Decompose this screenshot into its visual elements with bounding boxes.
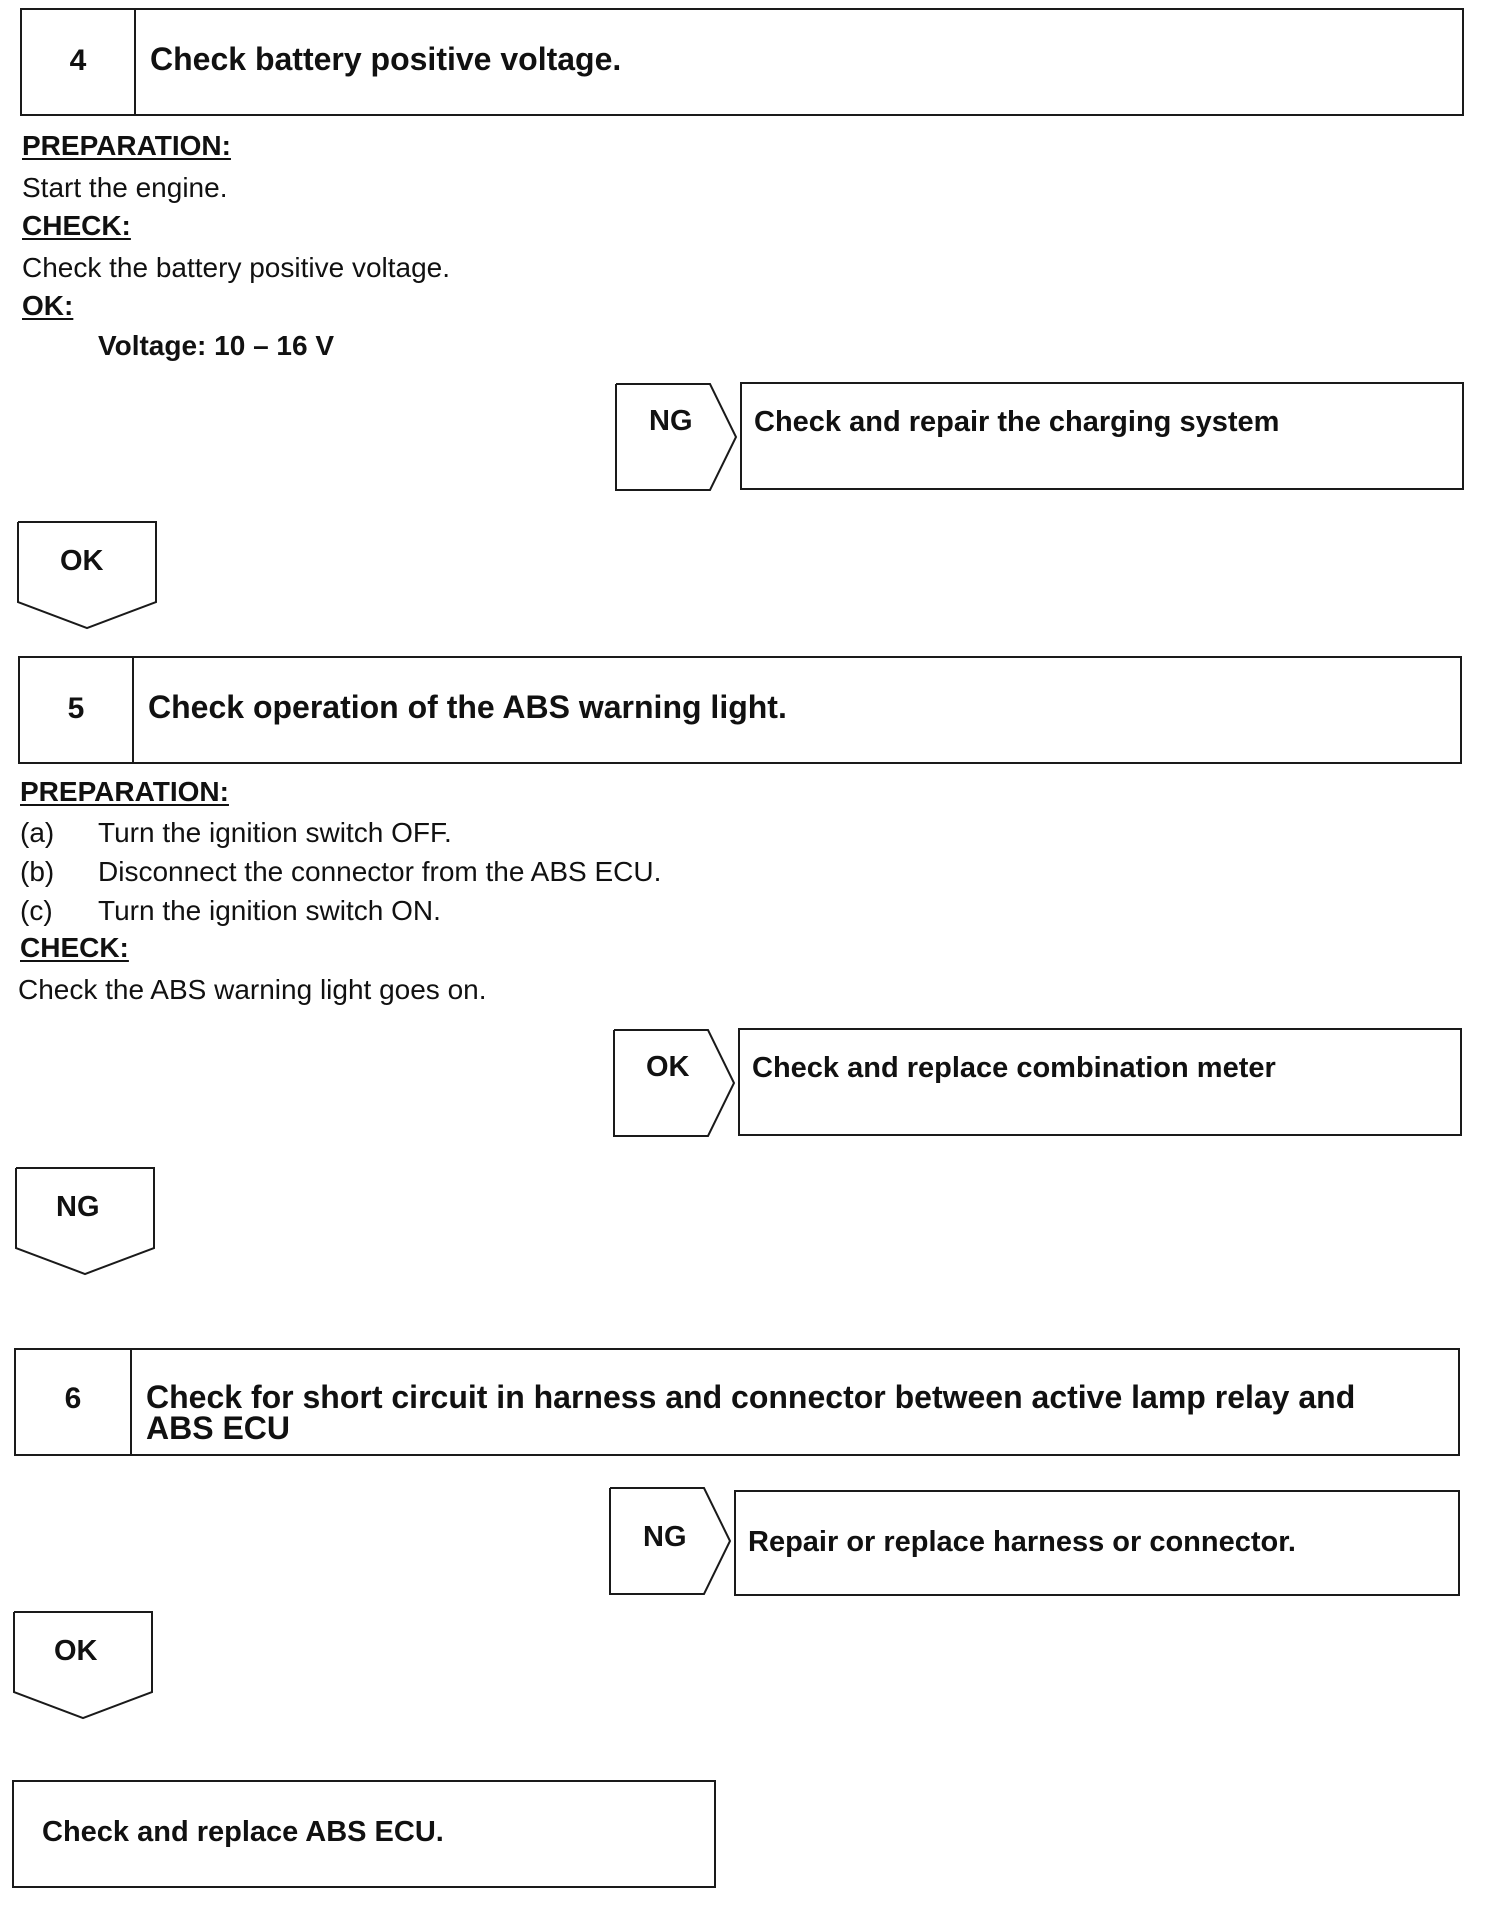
- step-5-header: [18, 656, 1462, 764]
- step-4-ng-label: NG: [649, 405, 693, 437]
- step-5-prep-a-text: Turn the ignition switch OFF.: [98, 817, 452, 848]
- step-4-preparation-label: PREPARATION:: [22, 130, 231, 161]
- step-6-ok-down-arrow: [12, 1610, 154, 1720]
- step-5-ng-down-arrow: [14, 1166, 156, 1276]
- step-6-title-line1: Check for short circuit in harness and connector between active lamp relay and: [146, 1379, 1356, 1415]
- step-5-ng-label: NG: [56, 1191, 100, 1223]
- step-5-ok-label: OK: [646, 1051, 690, 1083]
- step-6-header: [14, 1348, 1460, 1456]
- step-6-ng-label: NG: [643, 1521, 687, 1553]
- step-4-ng-arrow: [614, 382, 738, 492]
- step-5-prep-b-text: Disconnect the connector from the ABS ECU.: [98, 856, 662, 887]
- step-6-ng-arrow: [608, 1486, 732, 1596]
- step-6-number: 6: [16, 1350, 132, 1454]
- step-6-ok-label: OK: [54, 1635, 98, 1667]
- step-4-number: 4: [22, 10, 136, 114]
- step-5-prep-a-marker: (a): [20, 817, 55, 848]
- step-5-title: Check operation of the ABS warning light.: [148, 689, 787, 725]
- step-4-title: Check battery positive voltage.: [150, 41, 622, 77]
- step-5-number: 5: [20, 658, 134, 762]
- step-5-check-text: Check the ABS warning light goes on.: [18, 974, 487, 1005]
- step-6-ng-action: Repair or replace harness or connector.: [734, 1490, 1460, 1596]
- step-4-header: [20, 8, 1464, 116]
- step-4-check-label: CHECK:: [22, 210, 131, 241]
- step-5-prep-c-marker: (c): [20, 895, 53, 926]
- step-4-ok-down-arrow: [16, 520, 158, 630]
- step-5-ok-action: Check and replace combination meter: [738, 1028, 1462, 1136]
- step-6-title-line2: ABS ECU: [146, 1410, 291, 1446]
- step-6-title: [132, 1350, 1355, 1454]
- final-action-box: Check and replace ABS ECU.: [12, 1780, 716, 1888]
- step-5-preparation-label: PREPARATION:: [20, 776, 229, 807]
- step-5-check-label: CHECK:: [20, 932, 129, 963]
- step-5-prep-c-text: Turn the ignition switch ON.: [98, 895, 441, 926]
- step-4-preparation-text: Start the engine.: [22, 172, 228, 203]
- step-4-ok-label: OK:: [22, 290, 74, 321]
- step-4-ok-label: OK: [60, 545, 104, 577]
- step-4-check-text: Check the battery positive voltage.: [22, 252, 451, 283]
- step-4-ng-action: Check and repair the charging system: [740, 382, 1464, 490]
- step-5-prep-b-marker: (b): [20, 856, 55, 887]
- step-5-ok-arrow: [612, 1028, 736, 1138]
- step-4-ok-spec: Voltage: 10 – 16 V: [98, 330, 335, 361]
